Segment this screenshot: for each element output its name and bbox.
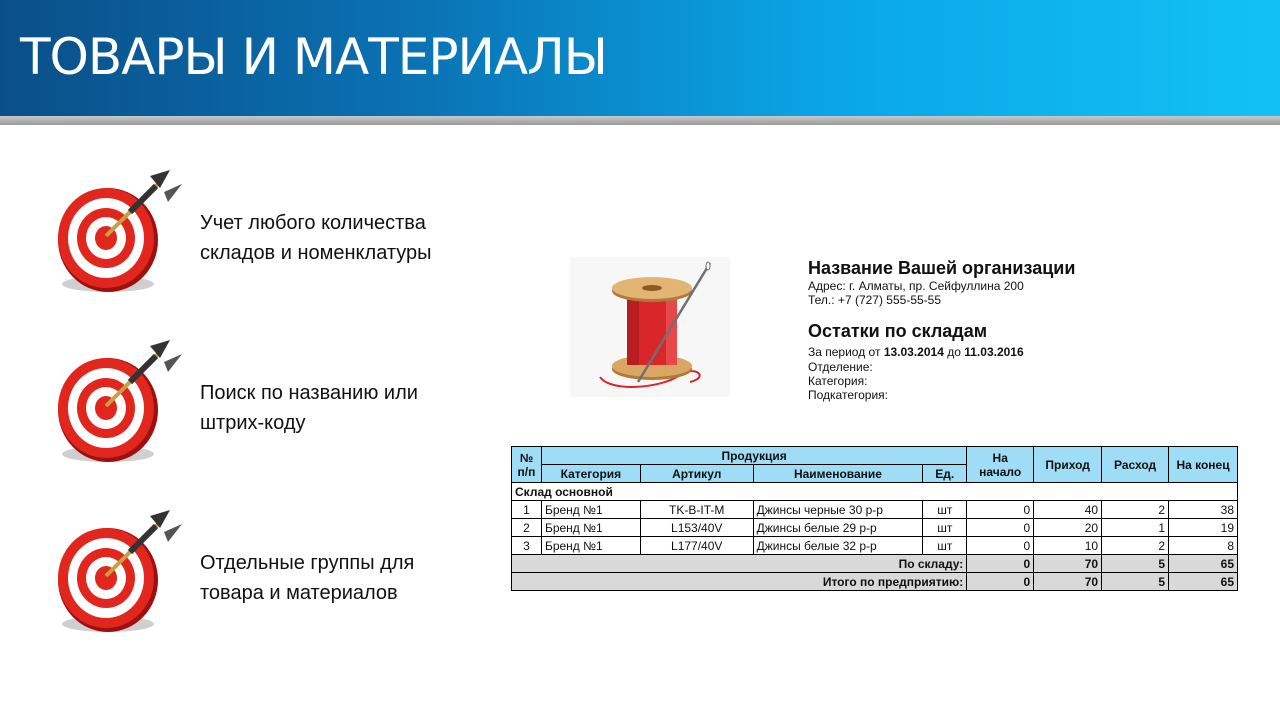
cell-num: 1	[512, 501, 542, 519]
feature-line: складов и номенклатуры	[200, 242, 432, 264]
cell-category: Бренд №1	[541, 537, 640, 555]
cell-end: 19	[1169, 519, 1238, 537]
org-address: Адрес: г. Алматы, пр. Сейфуллина 200	[808, 279, 1024, 293]
report-title: Остатки по складам	[808, 321, 988, 341]
company-total-label: Итого по предприятию:	[512, 573, 967, 591]
report-period	[808, 344, 1248, 360]
report-header	[808, 258, 1248, 402]
cell-article: L153/40V	[640, 519, 753, 537]
warehouse-total-income: 70	[1034, 555, 1102, 573]
feature-line: штрих-коду	[200, 412, 306, 434]
subcategory-label: Подкатегория:	[808, 388, 888, 402]
cell-start: 0	[967, 519, 1034, 537]
feature-line: Учет любого количества	[200, 212, 426, 234]
col-header-income: Приход	[1034, 447, 1102, 483]
date-from: 13.03.2014	[883, 345, 944, 359]
cell-category: Бренд №1	[541, 519, 640, 537]
category-label: Категория:	[808, 374, 868, 388]
table-row	[512, 519, 1238, 537]
target-icon	[50, 168, 190, 298]
cell-income: 10	[1034, 537, 1102, 555]
cell-start: 0	[967, 501, 1034, 519]
header-divider	[0, 116, 1280, 125]
period-prefix: За период от	[808, 345, 881, 359]
table-row	[512, 501, 1238, 519]
cell-unit: шт	[923, 519, 967, 537]
table-row	[512, 537, 1238, 555]
cell-expense: 2	[1102, 501, 1169, 519]
cell-end: 8	[1169, 537, 1238, 555]
date-to: 11.03.2016	[964, 345, 1024, 359]
cell-article: TK-B-IT-M	[640, 501, 753, 519]
feature-line: Поиск по названию или	[200, 382, 418, 404]
warehouse-total-start: 0	[967, 555, 1034, 573]
group-label: Склад основной	[512, 483, 1238, 501]
col-header-unit: Ед.	[923, 465, 967, 483]
group-row	[512, 483, 1238, 501]
col-header-name: Наименование	[753, 465, 923, 483]
thread-spool-logo	[570, 257, 730, 397]
department-label: Отделение:	[808, 360, 873, 374]
cell-num: 3	[512, 537, 542, 555]
cell-expense: 1	[1102, 519, 1169, 537]
company-total-income: 70	[1034, 573, 1102, 591]
cell-num: 2	[512, 519, 542, 537]
cell-name: Джинсы черные 30 р-р	[753, 501, 923, 519]
cell-expense: 2	[1102, 537, 1169, 555]
page-title: ТОВАРЫ И МАТЕРИАЛЫ	[20, 28, 607, 86]
feature-item	[50, 338, 480, 468]
cell-unit: шт	[923, 501, 967, 519]
target-icon	[50, 508, 190, 638]
cell-category: Бренд №1	[541, 501, 640, 519]
feature-line: Отдельные группы для	[200, 552, 415, 574]
company-total-expense: 5	[1102, 573, 1169, 591]
col-header-expense: Расход	[1102, 447, 1169, 483]
stock-table	[511, 446, 1238, 591]
company-total-end: 65	[1169, 573, 1238, 591]
col-header-category: Категория	[541, 465, 640, 483]
warehouse-total-label: По складу:	[512, 555, 967, 573]
col-header-article: Артикул	[640, 465, 753, 483]
col-header-start: На начало	[967, 447, 1034, 483]
cell-article: L177/40V	[640, 537, 753, 555]
feature-item	[50, 508, 480, 638]
warehouse-total-expense: 5	[1102, 555, 1169, 573]
company-total-start: 0	[967, 573, 1034, 591]
col-header-products: Продукция	[541, 447, 966, 465]
warehouse-total-end: 65	[1169, 555, 1238, 573]
company-total-row	[512, 573, 1238, 591]
period-mid: до	[947, 345, 961, 359]
cell-start: 0	[967, 537, 1034, 555]
col-header-end: На конец	[1169, 447, 1238, 483]
cell-name: Джинсы белые 32 р-р	[753, 537, 923, 555]
feature-line: товара и материалов	[200, 582, 398, 604]
org-name: Название Вашей организации	[808, 258, 1076, 278]
cell-income: 40	[1034, 501, 1102, 519]
warehouse-total-row	[512, 555, 1238, 573]
cell-name: Джинсы белые 29 р-р	[753, 519, 923, 537]
org-phone: Тел.: +7 (727) 555-55-55	[808, 293, 942, 307]
cell-unit: шт	[923, 537, 967, 555]
cell-end: 38	[1169, 501, 1238, 519]
feature-item	[50, 168, 480, 298]
col-header-num: № п/п	[512, 447, 542, 483]
cell-income: 20	[1034, 519, 1102, 537]
target-icon	[50, 338, 190, 468]
